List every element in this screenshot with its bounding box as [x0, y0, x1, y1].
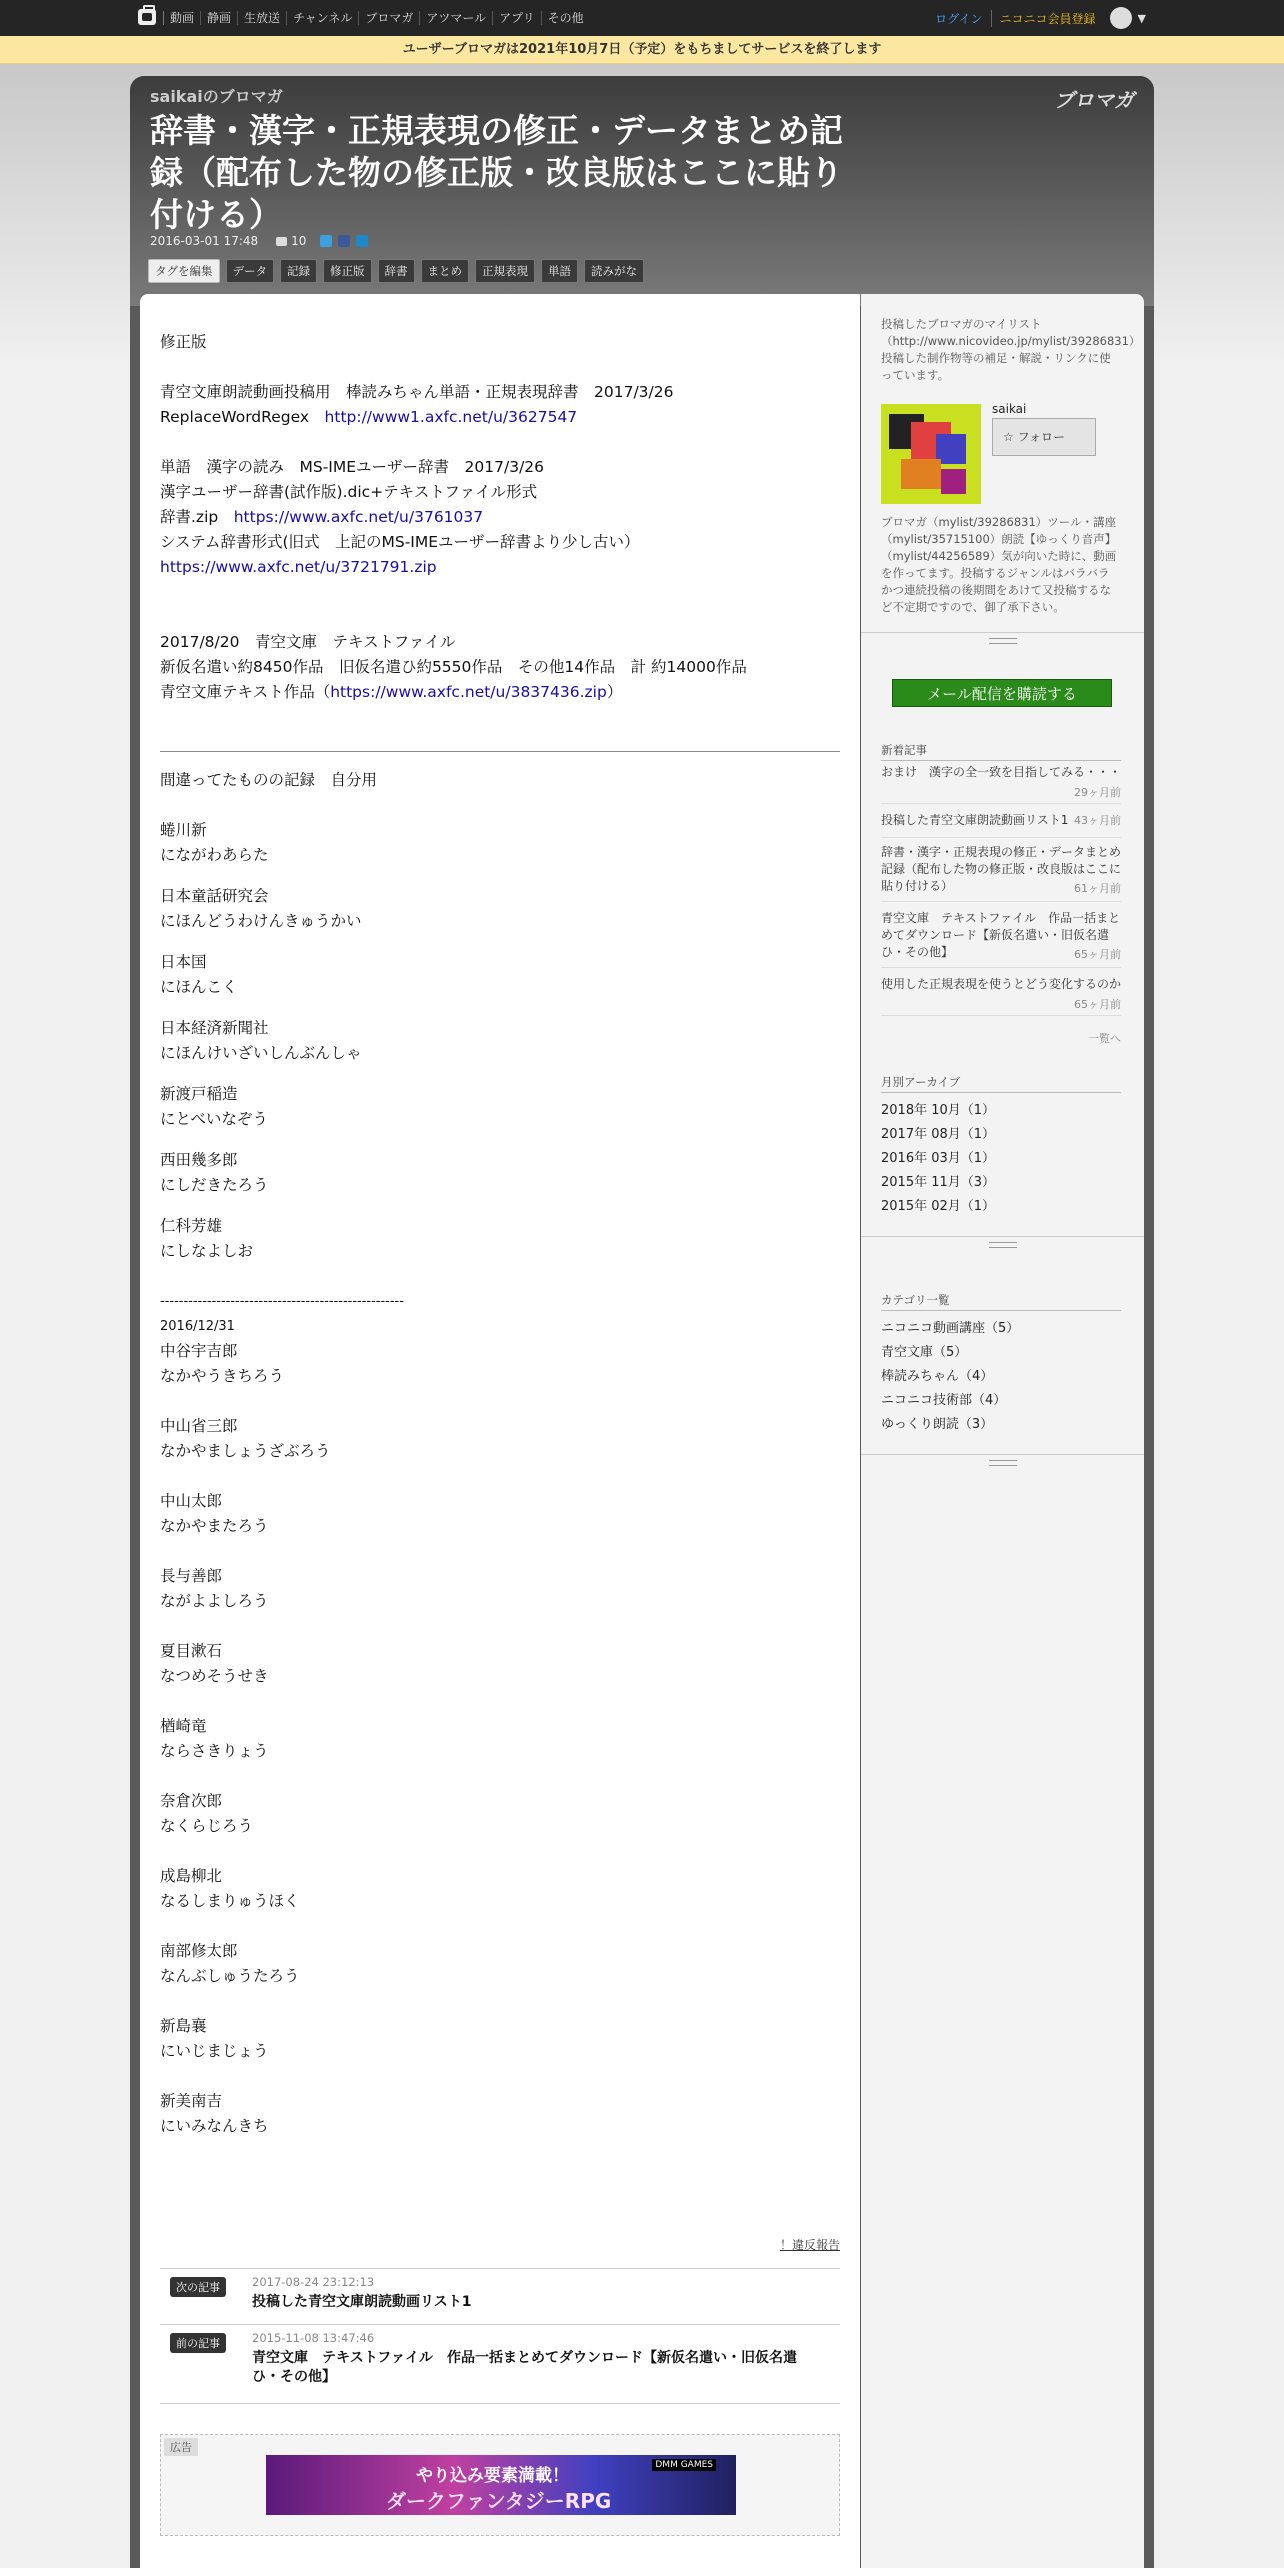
prev-article[interactable] [160, 2324, 840, 2404]
category-item[interactable]: 棒読みちゃん（4） [881, 1369, 994, 1384]
new-article-title[interactable]: 青空文庫 テキストファイル 作品一括まとめてダウンロード【新仮名遣い・旧仮名遣ひ・その他】 [881, 911, 1121, 959]
new-article-item[interactable] [881, 812, 1121, 838]
new-article-title[interactable]: 辞書・漢字・正規表現の修正・データまとめ記録（配布した物の修正版・改良版はここに貼り付ける） [881, 845, 1122, 893]
article-body [160, 330, 840, 705]
ad-label: 広告 [164, 2438, 198, 2456]
new-article-age: 43ヶ月前 [1074, 814, 1121, 827]
sidebar-divider [861, 1454, 1144, 1468]
new-article-age: 65ヶ月前 [1074, 948, 1121, 961]
prev-article-title[interactable]: 青空文庫 テキストファイル 作品一括まとめてダウンロード【新仮名遣い・旧仮名遣ひ・その他】 [252, 2350, 798, 2385]
nav-item[interactable]: アツマール [419, 11, 492, 25]
register-link[interactable]: ニコニコ会員登録 [991, 10, 1096, 27]
category-item[interactable]: 青空文庫（5） [881, 1345, 968, 1360]
archive-item[interactable]: 2017年 08月（1） [881, 1127, 996, 1142]
archive-item[interactable]: 2015年 11月（3） [881, 1175, 996, 1190]
new-article-title[interactable]: 使用した正規表現を使うとどう変化するのか [881, 977, 1122, 991]
ad-subheadline: ダークファンタジーRPG [386, 2489, 612, 2513]
user-name[interactable]: saikai [992, 402, 1027, 416]
tag[interactable]: 正規表現 [475, 259, 535, 283]
list-item: 夏目漱石 なつめそうせき [160, 1642, 269, 1685]
category-item[interactable]: ゆっくり朗読（3） [881, 1417, 994, 1432]
category-item[interactable]: ニコニコ技術部（4） [881, 1393, 1007, 1408]
nav-item[interactable]: 静画 [200, 11, 237, 25]
category-heading [881, 1292, 1121, 1311]
archive-item[interactable]: 2015年 02月（1） [881, 1199, 996, 1214]
article-title: 辞書・漢字・正規表現の修正・データまとめ記録（配布した物の修正版・改良版はここに貼り付ける） [150, 111, 843, 234]
follow-button[interactable] [992, 418, 1096, 456]
article-paragraph: 単語 漢字の読み MS-IMEユーザー辞書 2017/3/26 漢字ユーザー辞書(試作版).dic+テキストファイル形式 辞書.zip [160, 458, 545, 526]
new-article-item[interactable] [881, 764, 1121, 804]
list-item: 中谷宇吉郎 なかやうきちろう [160, 1342, 285, 1385]
nav-item[interactable]: チャンネル [286, 11, 358, 25]
niconico-logo-icon[interactable] [138, 9, 156, 25]
prev-article-date: 2015-11-08 13:47:46 [252, 2331, 375, 2345]
ad-banner[interactable] [266, 2455, 736, 2515]
new-articles-heading [881, 742, 1121, 761]
list-item: 蜷川新 にながわあらた [160, 821, 269, 864]
nav-item-more[interactable]: その他 [541, 11, 590, 25]
new-article-age: 65ヶ月前 [1074, 998, 1121, 1011]
new-article-item[interactable] [881, 844, 1121, 902]
tag[interactable]: データ [226, 259, 275, 283]
tag-list [148, 259, 650, 283]
article-meta [150, 234, 368, 248]
list-item: 日本経済新聞社 にほんけいざいしんぶんしゃ [160, 1019, 362, 1062]
mail-subscribe-button[interactable]: メール配信を購読する [892, 679, 1112, 707]
section-heading: 間違ってたものの記録 自分用 [160, 771, 378, 789]
sidebar-intro: 投稿したブロマガのマイリスト（http://www.nicovideo.jp/mylist/39286831） 投稿した制作物等の補足・解説・リンクに使っています。 [881, 317, 1141, 382]
report-link[interactable]: ！違反報告 [779, 2238, 840, 2252]
twitter-share-icon[interactable] [320, 235, 332, 247]
category-item[interactable]: ニコニコ動画講座（5） [881, 1321, 1020, 1336]
nav-item[interactable]: アプリ [492, 11, 541, 25]
tag[interactable]: 記録 [280, 259, 317, 283]
list-item: 中山太郎 なかやまたろう [160, 1492, 269, 1535]
tag[interactable]: 読みがな [584, 259, 644, 283]
list-item: 新渡戸稲造 にとべいなぞう [160, 1085, 268, 1128]
new-article-item[interactable] [881, 910, 1121, 968]
new-article-title[interactable]: 投稿した青空文庫朗読動画リスト1 [881, 813, 1069, 827]
tag-edit-button[interactable]: タグを編集 [148, 259, 220, 283]
section-heading: カテゴリ一覧 [881, 1292, 1121, 1311]
next-article-date: 2017-08-24 23:12:13 [252, 2275, 375, 2289]
list-item: 新島襄 にいじまじょう [160, 2017, 269, 2060]
archive-heading [881, 1074, 1121, 1093]
new-article-title[interactable]: おまけ 漢字の全一致を目指してみる・・・ [881, 765, 1122, 779]
blog-name[interactable]: saikaiのブロマガ [150, 87, 283, 106]
corrections-list [160, 768, 840, 2139]
follow-label: フォロー [1017, 430, 1065, 444]
next-article-title[interactable]: 投稿した青空文庫朗読動画リスト1 [252, 2294, 472, 2310]
download-link[interactable]: https://www.axfc.net/u/3761037 [233, 508, 484, 526]
nav-item[interactable]: 動画 [163, 11, 200, 25]
download-link[interactable]: https://www.axfc.net/u/3721791.zip [160, 558, 437, 576]
list-item: 日本童話研究会 にほんどうわけんきゅうかい [160, 887, 362, 930]
list-item: 日本国 にほんこく [160, 953, 238, 996]
facebook-share-icon[interactable] [338, 235, 350, 247]
user-description: ブロマガ（mylist/39286831）ツール・講座（mylist/35715100）朗読【ゆっくり音声】（mylist/44256589）気が向いた時に、動画を作ってます。投稿するジャンルはバラバラかつ連続投稿の後期間をあけて又投稿するなど不定期ですので、御了承下さい。 [881, 515, 1117, 614]
new-article-age: 61ヶ月前 [1074, 882, 1121, 895]
service-end-notice: ユーザーブロマガは2021年10月7日（予定）をもちましてサービスを終了します [0, 36, 1284, 64]
sidebar-divider [861, 632, 1144, 646]
tag[interactable]: まとめ [421, 259, 470, 283]
sidebar-divider [861, 1236, 1144, 1250]
section-heading: 新着記事 [881, 742, 1121, 761]
global-nav [163, 0, 590, 36]
date-divider: ---------------------------------------------------- 2016/12/31 [160, 1294, 404, 1334]
ad-brand: DMM GAMES [652, 2459, 716, 2471]
ad-area [160, 2434, 840, 2536]
article-paragraph: 2017/8/20 青空文庫 テキストファイル 新仮名遣い約8450作品 旧仮名遣ひ約5550作品 その他14作品 計 約14000作品 青空文庫テキスト作品（ [160, 633, 747, 701]
next-article[interactable] [160, 2268, 840, 2324]
archive-item[interactable]: 2018年 10月（1） [881, 1103, 996, 1118]
star-icon: ☆ [1003, 430, 1018, 444]
user-avatar-icon[interactable] [1110, 7, 1132, 29]
section-heading: 月別アーカイブ [881, 1074, 1121, 1093]
new-article-item[interactable] [881, 976, 1121, 1016]
nav-item[interactable]: 生放送 [237, 11, 286, 25]
article-paragraph: 青空文庫朗読動画投稿用 棒読みちゃん単語・正規表現辞書 2017/3/26 ReplaceWordRegex [160, 383, 674, 426]
post-date: 2016-03-01 17:48 [150, 234, 259, 248]
article-paragraph: 修正版 [160, 333, 207, 351]
section-divider [160, 751, 840, 752]
tag[interactable]: 辞書 [378, 259, 415, 283]
new-article-age: 29ヶ月前 [1074, 786, 1121, 799]
prev-article-button[interactable]: 前の記事 [170, 2333, 226, 2353]
tag[interactable]: 修正版 [323, 259, 372, 283]
list-item: 新美南吉 にいみなんきち [160, 2092, 269, 2135]
chevron-down-icon[interactable]: ▼ [1137, 11, 1146, 25]
list-item: 奈倉次郎 なくらじろう [160, 1792, 254, 1835]
comment-count[interactable]: 10 [291, 234, 307, 248]
nav-item[interactable]: ブロマガ [358, 11, 419, 25]
bromaga-logo[interactable]: ブロマガ [1054, 88, 1134, 112]
archive-item[interactable]: 2016年 03月（1） [881, 1151, 996, 1166]
list-item: 成島柳北 なるしまりゅうほく [160, 1867, 300, 1910]
list-item: 長与善郎 ながよよしろう [160, 1567, 269, 1610]
ad-headline: やり込み要素満載！ [416, 2466, 569, 2486]
list-item: 中山省三郎 なかやましょうざぶろう [160, 1417, 331, 1460]
list-item: 南部修太郎 なんぶしゅうたろう [160, 1942, 300, 1985]
list-item: 楢崎竜 ならさきりょう [160, 1717, 269, 1760]
tag[interactable]: 単語 [541, 259, 578, 283]
login-link[interactable]: ログイン [935, 11, 983, 26]
more-articles-link[interactable]: 一覧へ [1088, 1032, 1121, 1045]
comment-icon [276, 237, 287, 246]
article-paragraph: システム辞書形式(旧式 上記のMS-IMEユーザー辞書より少し古い） [160, 533, 640, 551]
download-link[interactable]: http://www1.axfc.net/u/3627547 [324, 408, 578, 426]
hatena-bookmark-icon[interactable] [356, 235, 368, 247]
top-bar [0, 0, 1284, 36]
list-item: 西田幾多郎 にしだきたろう [160, 1151, 269, 1194]
next-article-button[interactable]: 次の記事 [170, 2277, 226, 2297]
list-item: 仁科芳雄 にしなよしお [160, 1217, 254, 1260]
user-avatar[interactable] [881, 404, 981, 504]
download-link[interactable]: https://www.axfc.net/u/3837436.zip [330, 683, 607, 701]
paren-close: ） [606, 683, 623, 701]
